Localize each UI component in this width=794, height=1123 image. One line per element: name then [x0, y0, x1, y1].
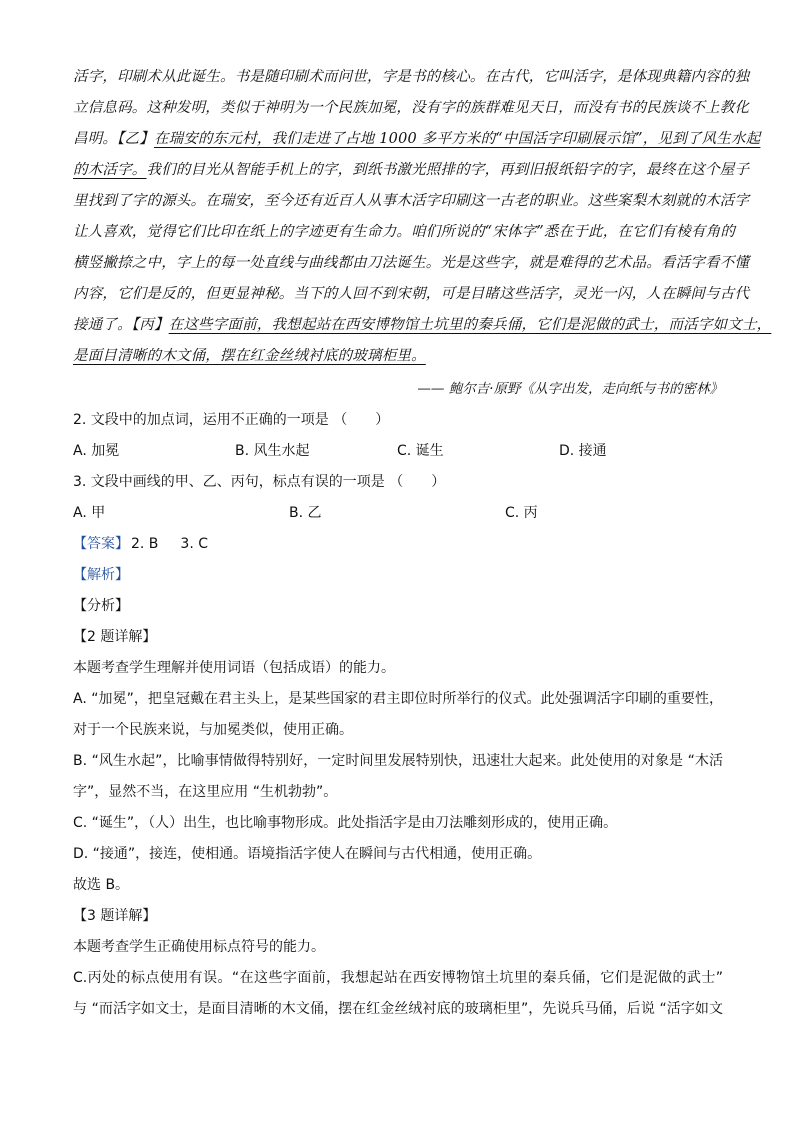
- analysis-heading: 【分析】: [73, 598, 129, 614]
- underlined-sentence-bing-end: 是面目清晰的木文俑，摆在红金丝绒衬底的玻璃柜里。: [73, 348, 426, 364]
- passage-line: 内容，它们是反的，但更显神秘。当下的人回不到宋朝，可是目睹这些活字，灵光一闪，人在瞬间与古代: [73, 286, 750, 302]
- detail-2-option-c: C. “诞生”，（人）出生，也比喻事物形成。此处指活字是由刀法雕刻形成的，使用正确。: [73, 815, 618, 831]
- detail-2-conclusion: 故选 B。: [73, 877, 130, 893]
- passage: [73, 62, 772, 405]
- answer-3: 3. C: [180, 536, 209, 552]
- passage-line: [73, 124, 761, 155]
- detail-3-option-c-cont: 与 “而活字如文士，是面目清晰的木文俑，摆在红金丝绒衬底的玻璃柜里”，先说兵马俑，后说 “活字如文: [73, 1001, 723, 1017]
- option-a: A. 加冕: [73, 443, 120, 459]
- question-3-options: [73, 498, 723, 529]
- option-d: D. 接通: [559, 443, 607, 459]
- passage-text: 接通了。【丙】: [73, 317, 169, 333]
- passage-line: 让人喜欢，觉得它们比印在纸上的字迹更有生命力。咱们所说的“宋体字”悉在于此，在它们有棱有角的: [73, 224, 736, 240]
- passage-line: [73, 155, 750, 186]
- detail-2-option-a: A. “加冕”，把皇冠戴在君主头上，是某些国家的君主即位时所举行的仪式。此处强调活字印刷的重要性，: [73, 691, 723, 707]
- passage-line: 里找到了字的源头。在瑞安，至今还有近百人从事木活字印刷这一古老的职业。这些案梨木刻就的木活字: [73, 193, 750, 209]
- underlined-sentence-bing: 在这些字面前，我想起站在西安博物馆土坑里的秦兵俑，它们是泥做的武士，而活字如文士，: [168, 317, 772, 333]
- analysis-tag: 【解析】: [73, 567, 129, 583]
- passage-line: [73, 341, 723, 372]
- option-c: C. 丙: [505, 505, 538, 521]
- detail-2-option-a-cont: 对于一个民族来说，与加冕类似，使用正确。: [73, 722, 353, 738]
- detail-3-option-c: C.丙处的标点使用有误。“在这些字面前，我想起站在西安博物馆土坑里的秦兵俑，它们是泥做的武士”: [73, 970, 723, 986]
- answer-tag: 【答案】: [73, 536, 129, 552]
- option-b: B. 乙: [289, 505, 322, 521]
- detail-3-intro: 本题考查学生正确使用标点符号的能力。: [73, 939, 325, 955]
- detail-2-option-b: B. “风生水起”，比喻事情做得特别好，一定时间里发展特别快，迅速壮大起来。此处使用的对象是 “木活: [73, 753, 723, 769]
- passage-line: 活字，印刷术从此诞生。书是随印刷术而问世，字是书的核心。在古代，它叫活字，是体现典籍内容的独: [73, 69, 750, 85]
- detail-2-heading: 【2 题详解】: [73, 629, 157, 645]
- passage-line: 立信息码。这种发明，类似于神明为一个民族加冕，没有字的族群难见天日，而没有书的民族谈不上教化: [73, 100, 750, 116]
- passage-source: —— 鲍尔吉·原野《从字出发，走向纸与书的密林》: [417, 381, 723, 397]
- option-a: A. 甲: [73, 505, 106, 521]
- question-2-stem: 2. 文段中的加点词，运用不正确的一项是 （ ）: [73, 412, 390, 428]
- passage-line: [73, 310, 772, 341]
- underlined-sentence-yi: 在瑞安的东元村，我们走进了占地 1000 多平方米的“中国活字印刷展示馆”，见到了风生水起: [153, 131, 761, 147]
- question-3-stem: 3. 文段中画线的甲、乙、丙句，标点有误的一项是 （ ）: [73, 474, 446, 490]
- question-2-options: [73, 436, 723, 467]
- option-b: B. 风生水起: [235, 443, 310, 459]
- detail-3-heading: 【3 题详解】: [73, 908, 157, 924]
- option-c: C. 诞生: [397, 443, 444, 459]
- detail-2-option-d: D. “接通”，接连，使相通。语境指活字使人在瞬间与古代相通，使用正确。: [73, 846, 542, 862]
- detail-2-option-b-cont: 字”，显然不当，在这里应用 “生机勃勃”。: [73, 784, 338, 800]
- passage-line: 横竖撇捺之中，字上的每一处直线与曲线都由刀法诞生。光是这些字，就是难得的艺术品。看活字看不懂: [73, 255, 750, 271]
- answer-line: [73, 529, 723, 560]
- passage-text: 我们的目光从智能手机上的字，到纸书激光照排的字，再到旧报纸铅字的字，最终在这个屋子: [146, 162, 750, 178]
- underlined-sentence-yi-end: 的木活字。: [73, 162, 147, 178]
- detail-2-intro: 本题考查学生理解并使用词语（包括成语）的能力。: [73, 660, 395, 676]
- passage-text: 昌明。【乙】: [73, 131, 154, 147]
- document-page: [73, 62, 772, 1025]
- answer-2: 2. B: [131, 536, 159, 552]
